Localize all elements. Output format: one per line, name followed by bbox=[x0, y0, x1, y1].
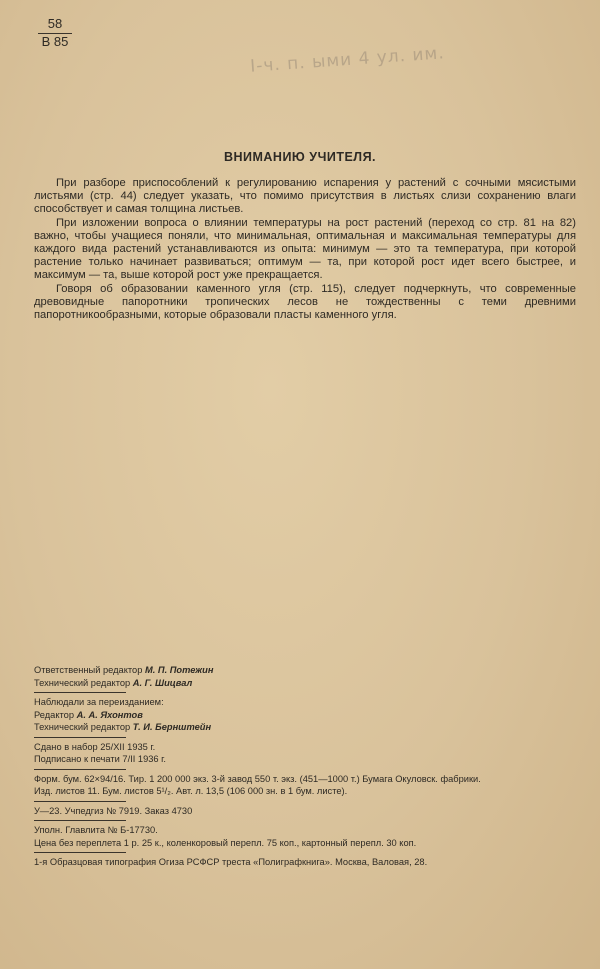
paragraph: При изложении вопроса о влиянии температуры на рост растений (переход со стр. 81 на 82) важно, чтобы учащиеся поняли, что минимальная, оптимальная и максимальная температуры для каждого вида растений устанавливаются из опыта: минимум — это та температура, при которой растение только начинает развиваться; оптимум — та, при которой рост идет всего быстрее, и максимум — та, выше которой рост уже прекращается. bbox=[34, 216, 576, 282]
divider bbox=[34, 737, 126, 738]
printer-block bbox=[34, 856, 574, 869]
reprint-heading: Наблюдали за переизданием: bbox=[34, 697, 164, 707]
tech-editor-name: А. Г. Шицвал bbox=[132, 677, 193, 688]
sheets-line: Изд. листов 11. Бум. листов 5¹/₂. Авт. л. 13,5 (106 000 зн. в 1 бум. листе). bbox=[34, 786, 348, 796]
printer-line: 1-я Образцовая типография Огиза РСФСР треста «Полиграфкнига». Москва, Валовая, 28. bbox=[34, 857, 428, 867]
print-specs-block bbox=[34, 773, 574, 798]
order-line: У—23. Учпедгиз № 7919. Заказ 4730 bbox=[34, 805, 193, 816]
colophon bbox=[34, 664, 574, 869]
pencil-note: I-ч. п. ыми 4 ул. им. bbox=[249, 43, 446, 77]
divider bbox=[34, 801, 126, 802]
divider bbox=[34, 692, 126, 693]
shelf-code: B 85 bbox=[41, 34, 69, 49]
divider bbox=[34, 852, 126, 853]
divider bbox=[34, 820, 126, 821]
editor-name: М. П. Потежин bbox=[144, 665, 214, 675]
library-classmark bbox=[38, 16, 72, 50]
set-date: Сдано в набор 25/XII 1935 г. bbox=[34, 741, 156, 752]
dates-block bbox=[34, 741, 574, 766]
editors-block bbox=[34, 664, 574, 689]
paragraph: При разборе приспособлений к регулированию испарения у растений с сочными мясистыми листьями (стр. 44) следует указать, что помимо присутствия в листьях слизи сохранению влаги способствует и самая толщина листьев. bbox=[34, 177, 576, 216]
reprint-editor-label: Редактор bbox=[34, 709, 75, 720]
paragraph: Говоря об образовании каменного угля (стр. 115), следует подчеркнуть, что современные древовидные папоротники тропических лесов не тождественны с теми древними папоротникообразными, которые образовали пласты каменного угля. bbox=[34, 282, 576, 322]
reprint-tech-label: Технический редактор bbox=[34, 722, 131, 732]
glavlit-line: Уполн. Главлита № Б-17730. bbox=[34, 825, 158, 835]
editor-label: Ответственный редактор bbox=[34, 665, 143, 675]
reprint-block bbox=[34, 696, 574, 734]
divider bbox=[34, 769, 126, 770]
price-line: Цена без переплета 1 р. 25 к., коленкоровый перепл. 75 коп., картонный перепл. 30 коп. bbox=[34, 837, 417, 848]
order-block bbox=[34, 805, 574, 818]
format-line: Форм. бум. 62×94/16. Тир. 1 200 000 экз. 3-й завод 550 т. экз. (451—1000 т.) Бумага Окуловск. фабрики. bbox=[34, 773, 481, 784]
tech-editor-label: Технический редактор bbox=[34, 677, 131, 688]
reprint-editor-name: А. А. Яхонтов bbox=[76, 709, 143, 720]
price-block bbox=[34, 824, 574, 849]
signed-date: Подписано к печати 7/II 1936 г. bbox=[34, 754, 167, 764]
page-number: 58 bbox=[38, 16, 72, 34]
page-title: ВНИМАНИЮ УЧИТЕЛЯ. bbox=[223, 150, 377, 164]
reprint-tech-name: Т. И. Бернштейн bbox=[132, 722, 212, 732]
teacher-note-text bbox=[34, 177, 576, 322]
